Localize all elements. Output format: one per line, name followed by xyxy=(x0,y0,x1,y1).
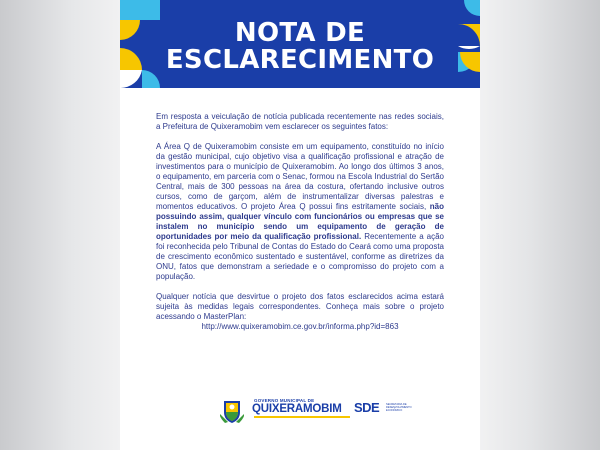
closing-paragraph xyxy=(156,292,444,332)
sde-logo: SDE xyxy=(354,400,380,415)
main-paragraph-text-a: A Área Q de Quixeramobim consiste em um equipamento, constituído no início da gestão municipal, cujo objetivo visa a qualificação profissional e atração de investimentos para o município de Quixeramobim. Ao longo dos últimos 3 anos, o equipamento, em parceria com o Senac, formou na Escola Industrial do Sertão Central, mais de 300 pessoas na área da costura, ofertando inclusive outros cursos, como de garçom, além de instrumentalizar diversas palestras e momentos educativos. O projeto Área Q possui fins estritamente sociais, xyxy=(156,142,444,211)
closing-paragraph-text: Qualquer notícia que desvirtue o projeto dos fatos esclarecidos acima estará sujeita às medidas legais correspondentes. Conheça mais sobre o projeto acessando o MasterPlan: xyxy=(156,292,444,321)
municipal-crest-icon xyxy=(220,398,244,424)
title-line-1: NOTA DE xyxy=(234,18,366,48)
note-page xyxy=(120,0,480,450)
main-paragraph xyxy=(156,142,444,282)
page-title xyxy=(120,20,480,74)
footer-logos xyxy=(120,392,480,432)
gov-underline xyxy=(254,416,350,418)
sde-description: SECRETARIA DE DESENVOLVIMENTO ECONÔMICO xyxy=(386,403,412,413)
main-paragraph-bold: não possuindo assim, qualquer vínculo com funcionários ou empresas que se instalem no município sendo um equipamento de geração de oportunidades por meio da qualificação profissional. xyxy=(156,202,444,241)
gov-name: QUIXERAMOBIM xyxy=(252,403,342,415)
note-body xyxy=(156,112,444,342)
intro-paragraph: Em resposta a veiculação de notícia publicada recentemente nas redes sociais, a Prefeitura de Quixeramobim vem esclarecer os seguintes fatos: xyxy=(156,112,444,131)
title-line-2: ESCLARECIMENTO xyxy=(165,45,435,75)
gov-label: GOVERNO MUNICIPAL DE xyxy=(254,398,315,403)
main-paragraph-text-b: Recentemente a ação foi reconhecida pelo Tribunal de Contas do Estado do Ceará como uma proposta de crescimento econômico sustentado e sustentável, conforme as diretrizes da ONU, fatos que demonstram a seriedade e o compromisso do projeto com a população. xyxy=(156,232,444,281)
masterplan-link[interactable]: http://www.quixeramobim.ce.gov.br/informa.php?id=863 xyxy=(201,322,399,331)
header-banner xyxy=(120,0,480,88)
